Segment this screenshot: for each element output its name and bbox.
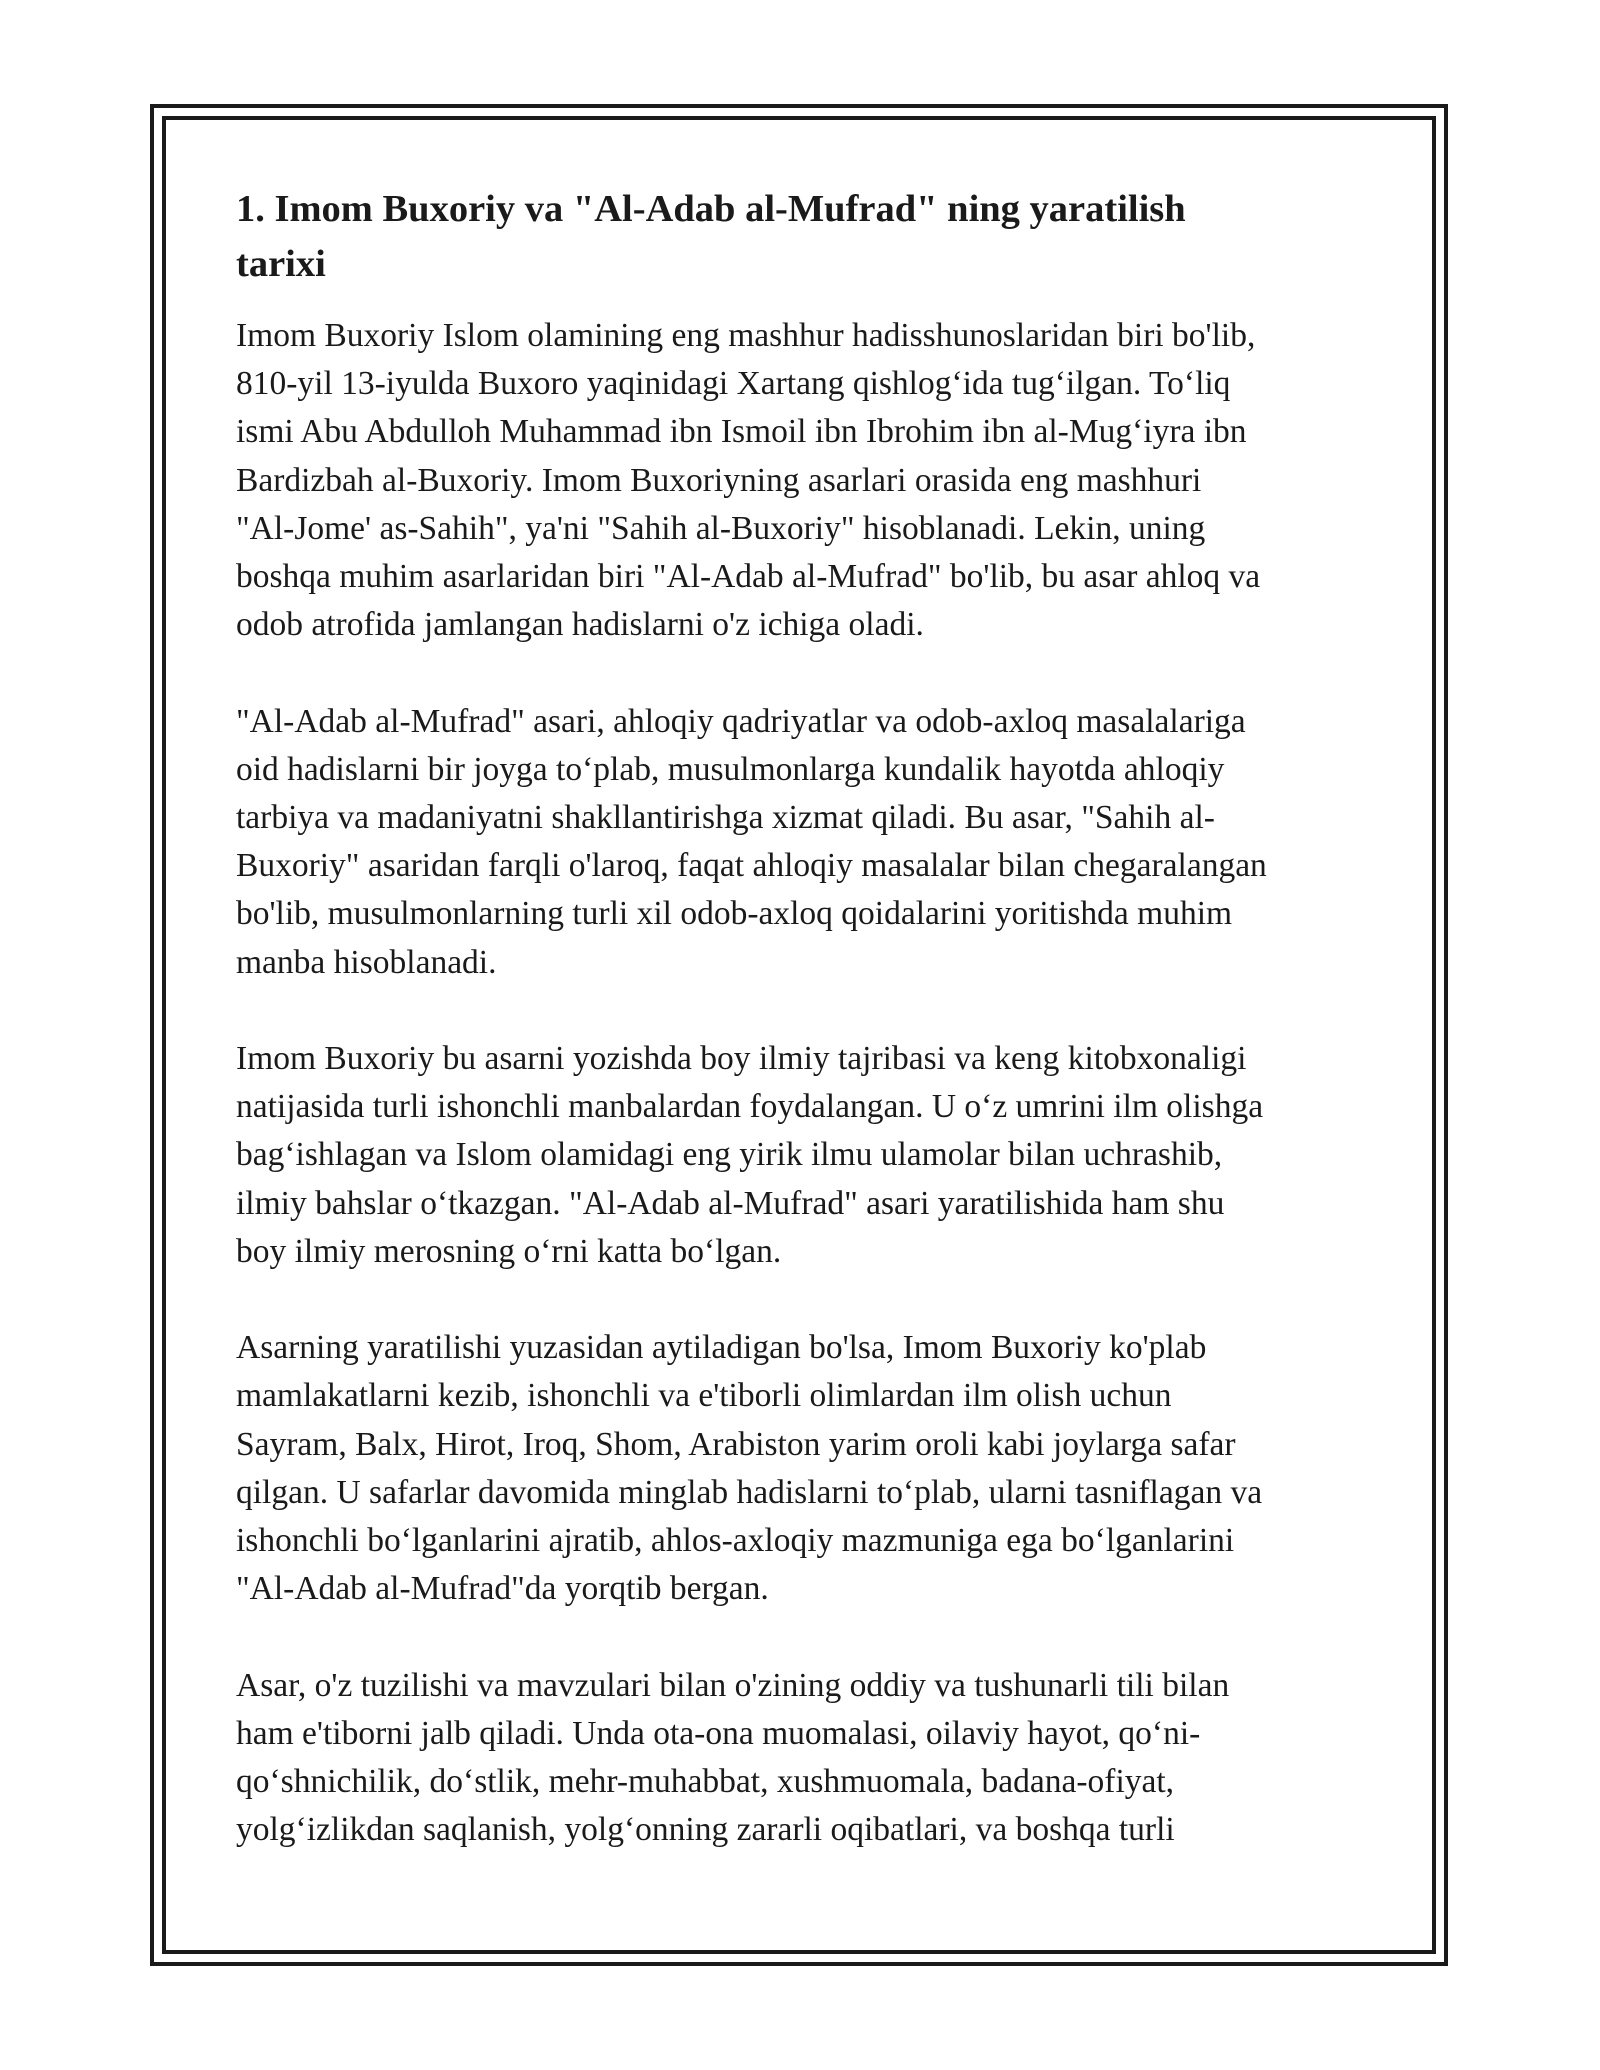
text-line: oid hadislarni bir joyga to‘plab, musulmonlarga kundalik hayotda ahloqiy — [236, 750, 1225, 788]
heading-line: 1. Imom Buxoriy va "Al-Adab al-Mufrad" ning yaratilish — [236, 188, 1186, 230]
text-line: boshqa muhim asarlaridan biri "Al-Adab al-Mufrad" bo'lib, bu asar ahloq va — [236, 558, 1261, 596]
text-line: yolg‘izlikdan saqlanish, yolg‘onning zararli oqibatlari, va boshqa turli — [236, 1811, 1175, 1849]
text-line: mamlakatlarni kezib, ishonchli va e'tiborli olimlardan ilm olish uchun — [236, 1377, 1172, 1415]
text-line: Buxoriy" asaridan farqli o'laroq, faqat ahloqiy masalalar bilan chegaralangan — [236, 847, 1267, 885]
section-heading — [236, 182, 1376, 292]
text-line: boy ilmiy merosning o‘rni katta bo‘lgan. — [236, 1232, 782, 1270]
paragraph-3 — [236, 1035, 1376, 1276]
document-body — [236, 182, 1376, 1903]
paragraph-5 — [236, 1662, 1376, 1855]
text-line: natijasida turli ishonchli manbalardan foydalangan. U o‘z umrini ilm olishga — [236, 1088, 1264, 1126]
text-line: ismi Abu Abdulloh Muhammad ibn Ismoil ibn Ibrohim ibn al-Mug‘iyra ibn — [236, 413, 1247, 451]
text-line: Imom Buxoriy bu asarni yozishda boy ilmiy tajribasi va keng kitobxonaligi — [236, 1040, 1247, 1078]
text-line: qo‘shnichilik, do‘stlik, mehr-muhabbat, xushmuomala, badana-ofiyat, — [236, 1763, 1175, 1801]
text-line: ham e'tiborni jalb qiladi. Unda ota-ona muomalasi, oilaviy hayot, qo‘ni- — [236, 1714, 1201, 1752]
text-line: Bardizbah al-Buxoriy. Imom Buxoriyning asarlari orasida eng mashhuri — [236, 461, 1202, 499]
text-line: Asar, o'z tuzilishi va mavzulari bilan o'zining oddiy va tushunarli tili bilan — [236, 1666, 1230, 1704]
paragraph-4 — [236, 1324, 1376, 1613]
heading-line: tarixi — [236, 243, 326, 285]
text-line: ishonchli bo‘lganlarini ajratib, ahlos-axloqiy mazmuniga ega bo‘lganlarini — [236, 1522, 1235, 1560]
text-line: bo'lib, musulmonlarning turli xil odob-axloq qoidalarini yoritishda muhim — [236, 895, 1233, 933]
paragraph-1 — [236, 312, 1376, 649]
text-line: "Al-Adab al-Mufrad" asari, ahloqiy qadriyatlar va odob-axloq masalalariga — [236, 702, 1246, 740]
text-line: "Al-Jome' as-Sahih", ya'ni "Sahih al-Buxoriy" hisoblanadi. Lekin, uning — [236, 509, 1206, 547]
text-line: Asarning yaratilishi yuzasidan aytiladigan bo'lsa, Imom Buxoriy ko'plab — [236, 1329, 1207, 1367]
text-line: tarbiya va madaniyatni shakllantirishga xizmat qiladi. Bu asar, "Sahih al- — [236, 799, 1215, 837]
text-line: Sayram, Balx, Hirot, Iroq, Shom, Arabiston yarim oroli kabi joylarga safar — [236, 1425, 1236, 1463]
text-line: Imom Buxoriy Islom olamining eng mashhur hadisshunoslaridan biri bo'lib, — [236, 317, 1256, 354]
text-line: "Al-Adab al-Mufrad"da yorqtib bergan. — [236, 1570, 769, 1608]
text-line: odob atrofida jamlangan hadislarni o'z ichiga oladi. — [236, 606, 924, 644]
text-line: ilmiy bahslar o‘tkazgan. "Al-Adab al-Mufrad" asari yaratilishida ham shu — [236, 1184, 1225, 1222]
text-line: manba hisoblanadi. — [236, 943, 497, 981]
text-line: 810-yil 13-iyulda Buxoro yaqinidagi Xartang qishlog‘ida tug‘ilgan. To‘liq — [236, 365, 1231, 403]
text-line: bag‘ishlagan va Islom olamidagi eng yirik ilmu ulamolar bilan uchrashib, — [236, 1136, 1223, 1174]
text-line: qilgan. U safarlar davomida minglab hadislarni to‘plab, ularni tasniflagan va — [236, 1473, 1263, 1511]
paragraph-2 — [236, 698, 1376, 987]
